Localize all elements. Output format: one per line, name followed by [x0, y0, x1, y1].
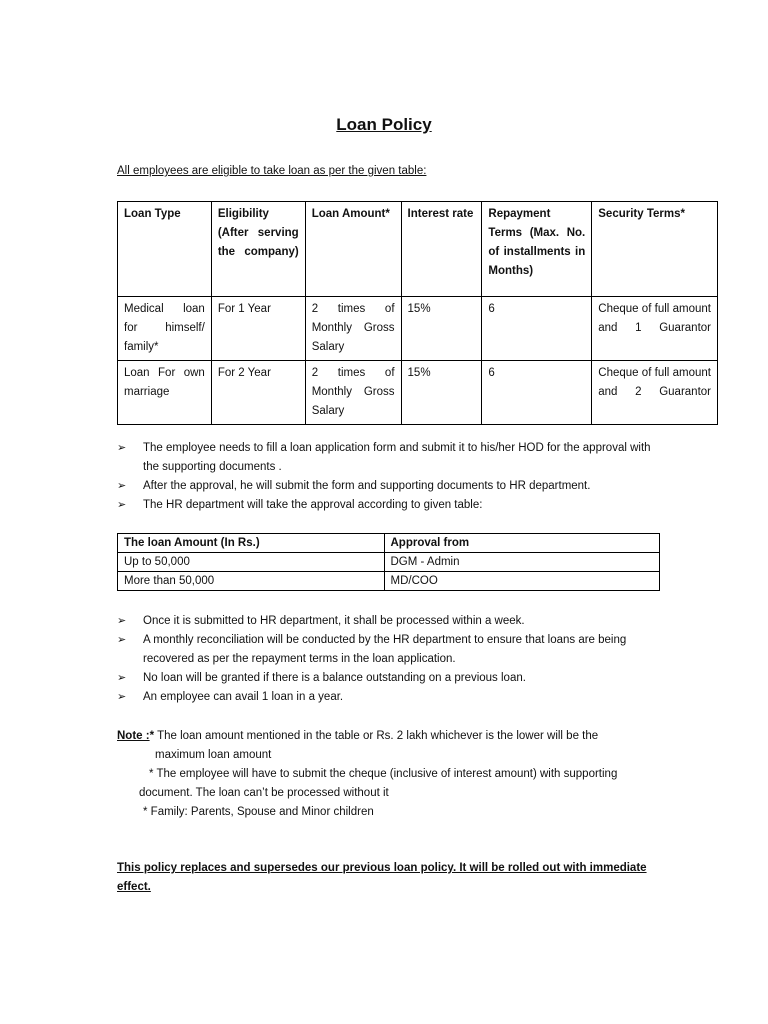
- cell-eligibility: For 2 Year: [211, 361, 305, 425]
- note-label: Note :: [117, 730, 150, 742]
- note-line: maximum loan amount: [155, 749, 272, 761]
- arrow-bullet-icon: ➢: [117, 442, 127, 454]
- header-eligibility: Eligibility (After serving the company): [211, 202, 305, 297]
- loan-table: [117, 201, 718, 425]
- header-interest-rate: Interest rate: [401, 202, 482, 297]
- cell-interest-rate: 15%: [401, 297, 482, 361]
- table-row: [118, 572, 660, 591]
- cell-interest-rate: 15%: [401, 361, 482, 425]
- cell-amount: Up to 50,000: [118, 553, 385, 572]
- intro-text: All employees are eligible to take loan as per the given table:: [117, 165, 427, 177]
- cell-repayment: 6: [482, 361, 592, 425]
- list-item: ➢ The HR department will take the approval according to given table:: [117, 496, 657, 515]
- header-loan-amount: Loan Amount*: [305, 202, 401, 297]
- page-title: Loan Policy: [336, 115, 432, 134]
- note-line: * Family: Parents, Spouse and Minor children: [143, 806, 374, 818]
- table-row: [118, 297, 718, 361]
- list-item: ➢ The employee needs to fill a loan application form and submit it to his/her HOD for the approval with the supporting documents .: [117, 439, 657, 477]
- arrow-bullet-icon: ➢: [117, 634, 127, 646]
- list-item: ➢ An employee can avail 1 loan in a year.: [117, 688, 657, 707]
- header-repayment-terms: Repayment Terms (Max. No. of installments in Months): [482, 202, 592, 297]
- cell-approver: DGM - Admin: [384, 553, 660, 572]
- note-line: document. The loan can’t be processed without it: [139, 787, 389, 799]
- note-section: Note :* The loan amount mentioned in the table or Rs. 2 lakh whichever is the lower will be the maximum loan amount * The employee will have to submit the cheque (inclusive of interest amount) with supporting document. The loan can’t be processed without it * Family: Parents, Spouse and Minor children: [117, 727, 637, 822]
- process-bullet-list: [117, 439, 657, 515]
- list-item: ➢ A monthly reconciliation will be conducted by the HR department to ensure that loans are being recovered as per the repayment terms in the loan application.: [117, 631, 657, 669]
- header-loan-type: Loan Type: [118, 202, 212, 297]
- arrow-bullet-icon: ➢: [117, 691, 127, 703]
- list-item: ➢ After the approval, he will submit the form and supporting documents to HR department.: [117, 477, 657, 496]
- cell-approver: MD/COO: [384, 572, 660, 591]
- arrow-bullet-icon: ➢: [117, 672, 127, 684]
- closing-statement: This policy replaces and supersedes our previous loan policy. It will be rolled out with immediate effect.: [117, 862, 647, 893]
- list-item: ➢ No loan will be granted if there is a balance outstanding on a previous loan.: [117, 669, 657, 688]
- cell-security: Cheque of full amount and 1 Guarantor: [592, 297, 718, 361]
- cell-loan-type: Medical loan for himself/ family*: [118, 297, 212, 361]
- approval-table-header-row: [118, 534, 660, 553]
- note-line: The loan amount mentioned in the table or Rs. 2 lakh whichever is the lower will be the: [157, 730, 599, 742]
- cell-loan-amount: 2 times of Monthly Gross Salary: [305, 361, 401, 425]
- cell-loan-type: Loan For own marriage: [118, 361, 212, 425]
- cell-repayment: 6: [482, 297, 592, 361]
- cell-loan-amount: 2 times of Monthly Gross Salary: [305, 297, 401, 361]
- cell-security: Cheque of full amount and 2 Guarantor: [592, 361, 718, 425]
- note-line: * The employee will have to submit the cheque (inclusive of interest amount) with supporting: [149, 768, 618, 780]
- approval-table: [117, 533, 660, 591]
- cell-amount: More than 50,000: [118, 572, 385, 591]
- table-row: [118, 361, 718, 425]
- table-row: [118, 553, 660, 572]
- cell-eligibility: For 1 Year: [211, 297, 305, 361]
- arrow-bullet-icon: ➢: [117, 480, 127, 492]
- arrow-bullet-icon: ➢: [117, 615, 127, 627]
- list-item: ➢ Once it is submitted to HR department, it shall be processed within a week.: [117, 612, 657, 631]
- loan-table-header-row: [118, 202, 718, 297]
- header-approval-from: Approval from: [384, 534, 660, 553]
- header-loan-amount-rs: The loan Amount (In Rs.): [118, 534, 385, 553]
- arrow-bullet-icon: ➢: [117, 499, 127, 511]
- rules-bullet-list: [117, 612, 657, 707]
- header-security-terms: Security Terms*: [592, 202, 718, 297]
